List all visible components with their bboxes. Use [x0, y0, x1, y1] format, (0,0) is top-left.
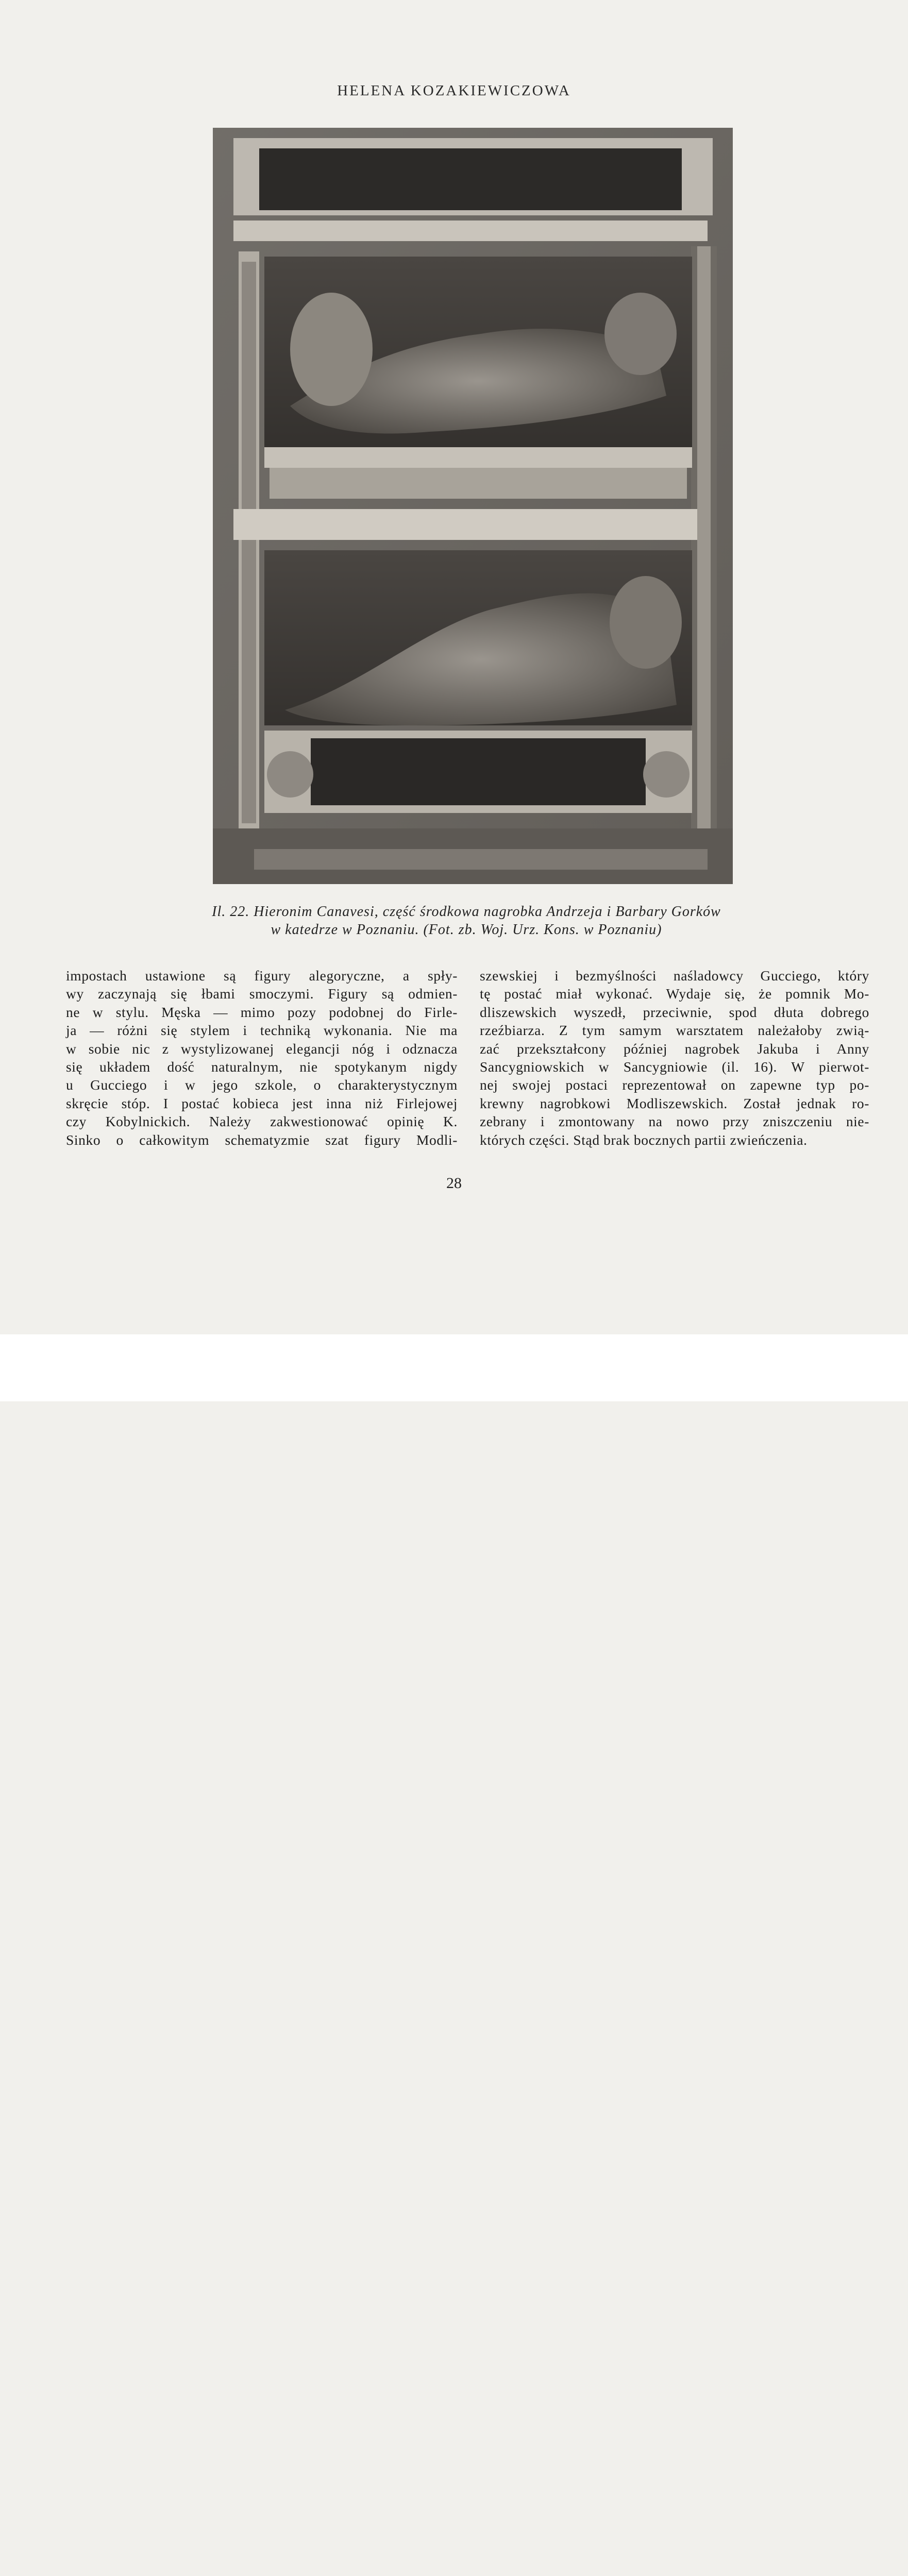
text-column-right [480, 967, 869, 1149]
tomb-relief-photo [213, 128, 733, 884]
running-head: HELENA KOZAKIEWICZOWA [337, 82, 571, 99]
text-line: ja — różni się stylem i techniką wykonania. Nie ma [66, 1022, 458, 1039]
text-line: krewny nagrobkowi Modliszewskich. Został jednak ro- [480, 1095, 869, 1111]
figure-caption [155, 903, 778, 939]
text-line: się układem dość naturalnym, nie spotykanym nigdy [66, 1059, 458, 1075]
text-line: impostach ustawione są figury alegoryczne, a spły- [66, 968, 458, 984]
text-line: których części. Stąd brak bocznych partii zwieńczenia. [480, 1131, 808, 1148]
text-line: tę postać miał wykonać. Wydaje się, że pomnik Mo- [480, 986, 869, 1002]
text-line: dliszewskich wyszedł, przeciwnie, spod dłuta dobrego [480, 1004, 869, 1020]
figure-photograph [213, 128, 733, 884]
text-line: szewskiej i bezmyślności naśladowcy Gucciego, który [480, 968, 869, 984]
text-line: rzeźbiarza. Z tym samym warsztatem należałoby zwią- [480, 1022, 869, 1039]
caption-line-1: Il. 22. Hieronim Canavesi, część środkowa nagrobka Andrzeja i Barbary Gorków [212, 904, 721, 920]
text-line: czy Kobylnickich. Należy zakwestionować opinię K. [66, 1113, 458, 1130]
page-number: 28 [446, 1175, 462, 1192]
text-line: ne w stylu. Męska — mimo pozy podobnej do Firle- [66, 1004, 458, 1020]
text-line: skręcie stóp. I postać kobieca jest inna niż Firlejowej [66, 1095, 458, 1111]
caption-line-2: w katedrze w Poznaniu. (Fot. zb. Woj. Urz. Kons. w Poznaniu) [271, 922, 662, 938]
text-line: nej swojej postaci reprezentował on zapewne typ po- [480, 1077, 869, 1093]
text-line: w sobie nic z wystylizowanej elegancji nóg i odznacza [66, 1040, 458, 1057]
text-column-left [66, 967, 458, 1149]
text-line: u Gucciego i w jego szkole, o charakterystycznym [66, 1077, 458, 1093]
text-line: zać przekształcony później nagrobek Jakuba i Anny [480, 1040, 869, 1057]
library-footer [0, 1334, 908, 1401]
text-line: Sancygniowskich w Sancygniowie (il. 16). W pierwot- [480, 1059, 869, 1075]
text-line: zebrany i zmontowany na nowo przy zniszczeniu nie- [480, 1113, 869, 1130]
text-line: Sinko o całkowitym schematyzmie szat figury Modli- [66, 1131, 458, 1148]
text-line: wy zaczynają się łbami smoczymi. Figury są odmien- [66, 986, 458, 1002]
